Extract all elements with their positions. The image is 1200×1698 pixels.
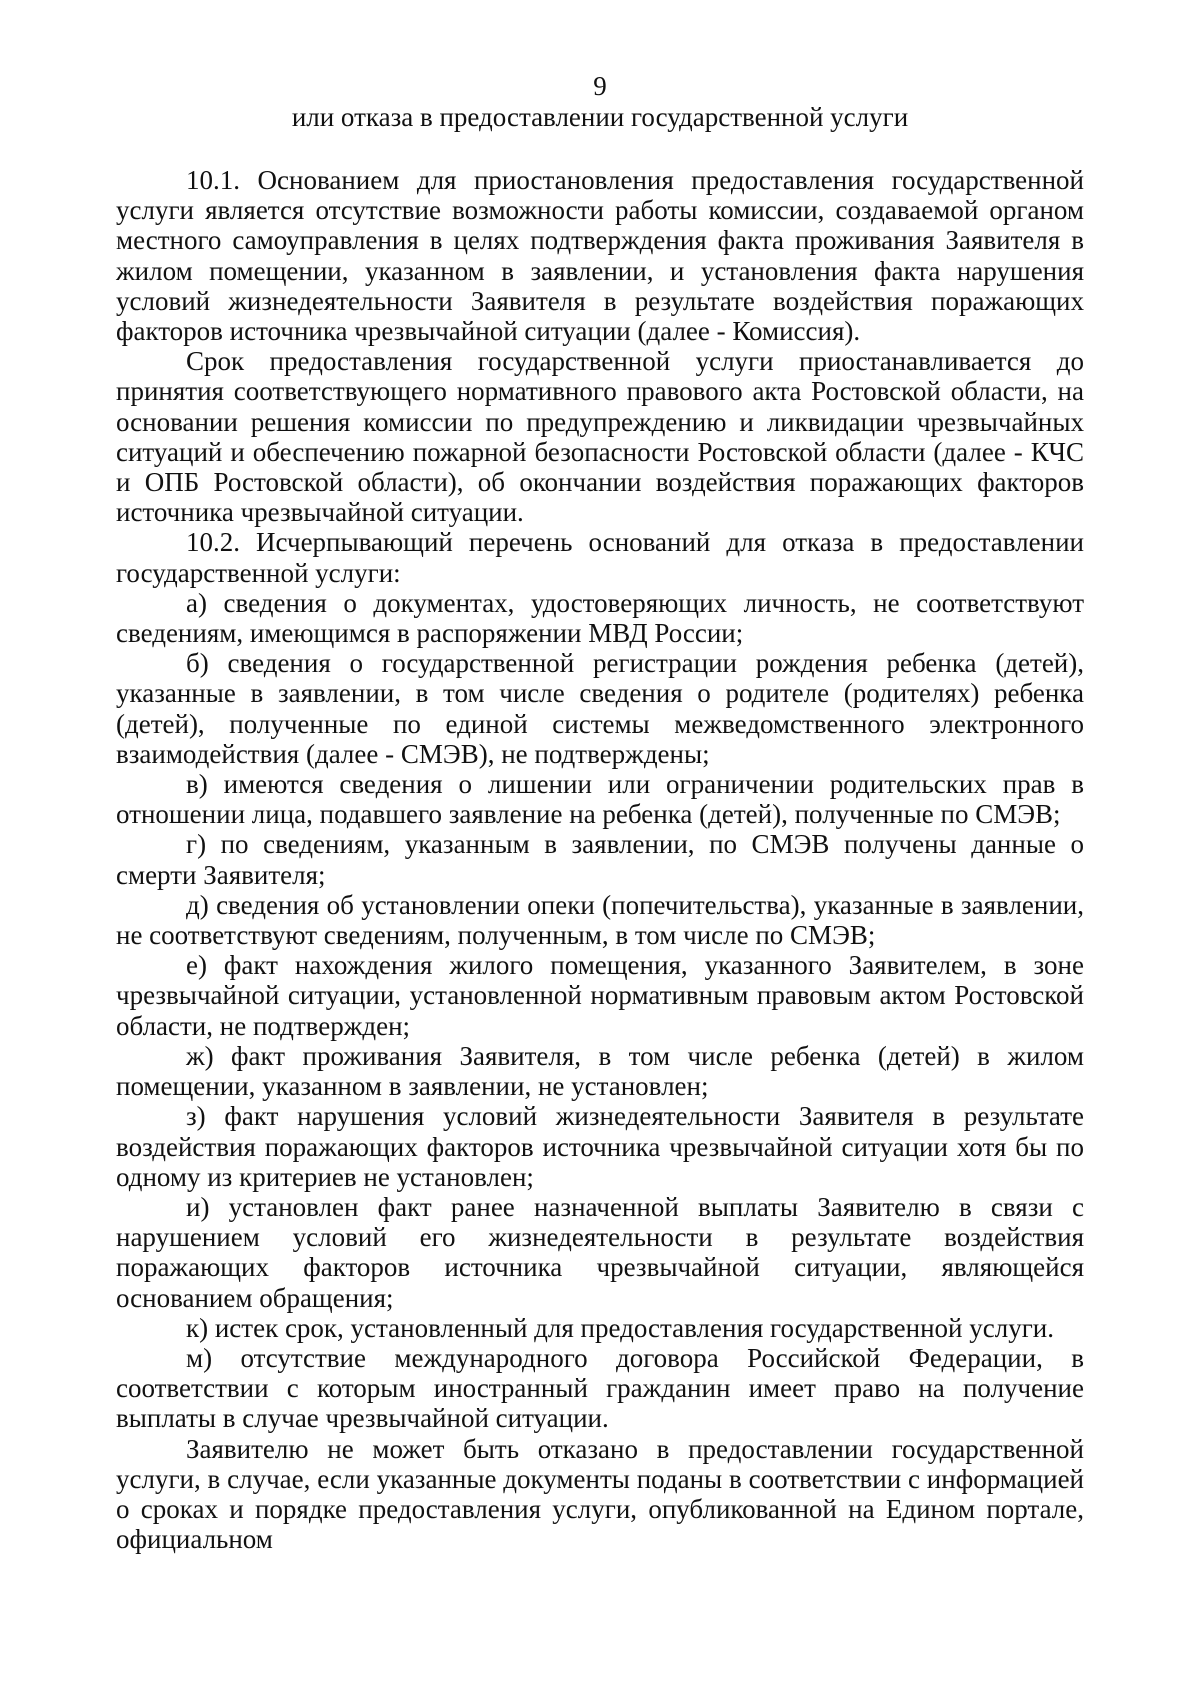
- paragraph-10-2: 10.2. Исчерпывающий перечень оснований для отказа в предоставлении государственной услуги:: [116, 527, 1084, 588]
- paragraph-10-1: 10.1. Основанием для приостановления предоставления государственной услуги является отсутствие возможности работы комиссии, создаваемой органом местного самоуправления в целях подтверждения факта проживания Заявителя в жилом помещении, указанном в заявлении, и установления факта нарушения условий жизнедеятельности Заявителя в результате воздействия поражающих факторов источника чрезвычайной ситуации (далее - Комиссия).: [116, 165, 1084, 347]
- list-item-z: з) факт нарушения условий жизнедеятельности Заявителя в результате воздействия поражающих факторов источника чрезвычайной ситуации хотя бы по одному из критериев не установлен;: [116, 1101, 1084, 1192]
- paragraph-no-refusal: Заявителю не может быть отказано в предоставлении государственной услуги, в случае, если указанные документы поданы в соответствии с информацией о сроках и порядке предоставления услуги, опубликованной на Едином портале, официальном: [116, 1433, 1084, 1555]
- list-item-k: к) истек срок, установленный для предоставления государственной услуги.: [186, 1312, 1054, 1343]
- list-item-b: б) сведения о государственной регистрации рождения ребенка (детей), указанные в заявлении, в том числе сведения о родителе (родителях) ребенка (детей), полученные по единой системы межведомственного электронного взаимодействия (далее - СМЭВ), не подтверждены;: [116, 648, 1084, 769]
- page-number: 9: [593, 71, 607, 101]
- section-heading-continuation: или отказа в предоставлении государственной услуги: [291, 102, 909, 132]
- list-item-i: и) установлен факт ранее назначенной выплаты Заявителю в связи с нарушением условий его жизнедеятельности в результате воздействия поражающих факторов источника чрезвычайной ситуации, являющейся основанием обращения;: [116, 1191, 1084, 1313]
- list-item-m: м) отсутствие международного договора Российской Федерации, в соответствии с которым иностранный гражданин имеет право на получение выплаты в случае чрезвычайной ситуации.: [116, 1342, 1084, 1434]
- list-item-a: а) сведения о документах, удостоверяющих личность, не соответствуют сведениям, имеющимся в распоряжении МВД России;: [116, 587, 1084, 649]
- paragraph-suspension-term: Срок предоставления государственной услуги приостанавливается до принятия соответствующего нормативного правового акта Ростовской области, на основании решения комиссии по предупреждению и ликвидации чрезвычайных ситуаций и обеспечению пожарной безопасности Ростовской области (далее - КЧС и ОПБ Ростовской области), об окончании воздействия поражающих факторов источника чрезвычайной ситуации.: [116, 346, 1084, 528]
- list-item-d: д) сведения об установлении опеки (попечительства), указанные в заявлении, не соответствуют сведениям, полученным, в том числе по СМЭВ;: [116, 889, 1084, 951]
- list-item-v: в) имеются сведения о лишении или ограничении родительских прав в отношении лица, подавшего заявление на ребенка (детей), полученные по СМЭВ;: [116, 769, 1084, 830]
- list-item-zh: ж) факт проживания Заявителя, в том числе ребенка (детей) в жилом помещении, указанном в заявлении, не установлен;: [116, 1040, 1084, 1102]
- list-item-e: е) факт нахождения жилого помещения, указанного Заявителем, в зоне чрезвычайной ситуации, установленной нормативным правовым актом Ростовской области, не подтвержден;: [116, 950, 1084, 1041]
- document-body: [116, 165, 1084, 1554]
- list-item-g: г) по сведениям, указанным в заявлении, по СМЭВ получены данные о смерти Заявителя;: [116, 829, 1084, 890]
